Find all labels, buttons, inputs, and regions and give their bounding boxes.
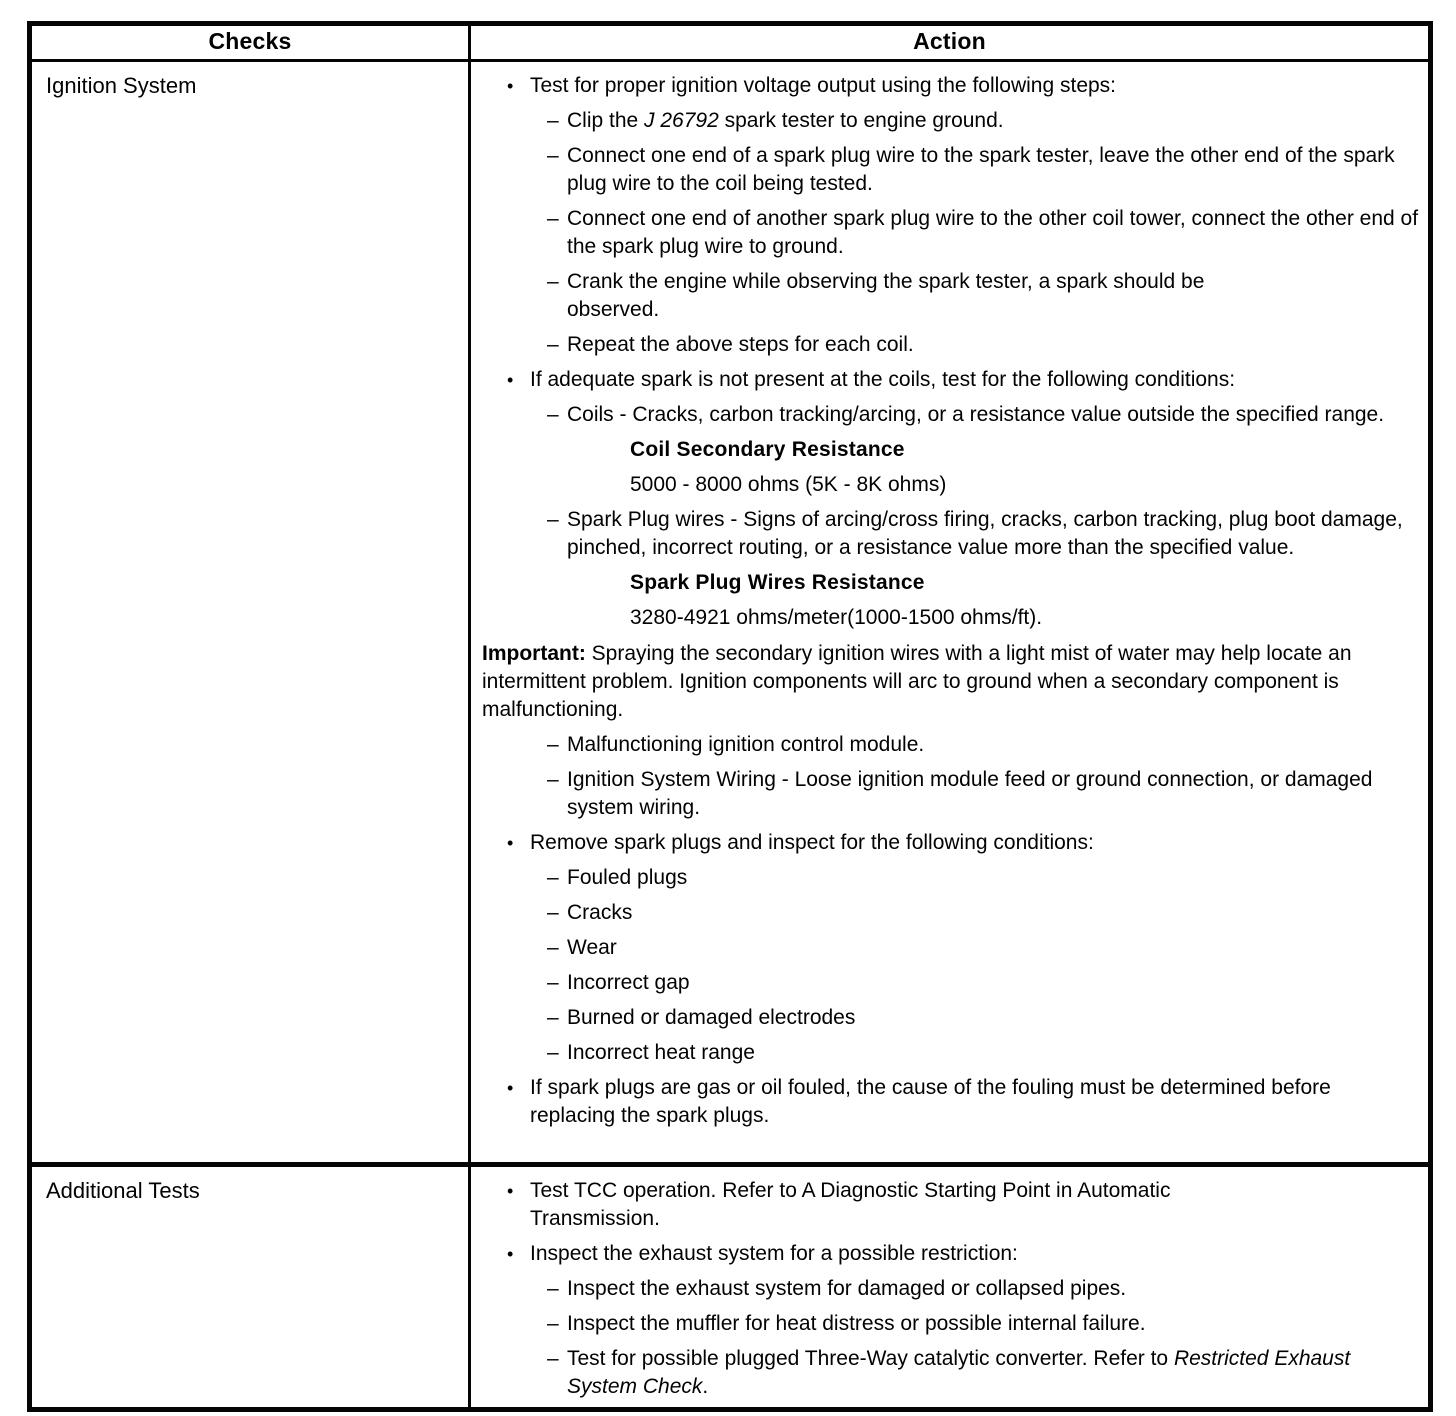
check-cell: [30, 1165, 470, 1410]
action-item-dash: [481, 731, 1420, 759]
action-item-dash: [481, 766, 1420, 822]
action-item-dash: [481, 205, 1420, 261]
action-item-spec-value: [481, 604, 1420, 632]
action-item-dash: [481, 899, 1420, 927]
check-label: Ignition System: [46, 73, 197, 98]
item-text: 5000 - 8000 ohms (5K - 8K ohms): [630, 473, 947, 496]
item-text: If adequate spark is not present at the coils, test for the following conditions:: [530, 368, 1236, 391]
action-item-bullet: [481, 829, 1420, 857]
action-item-dash: [481, 1310, 1420, 1338]
dash-marker: –: [547, 109, 559, 132]
item-text: Cracks: [567, 901, 633, 924]
action-item-dash: [481, 1275, 1420, 1303]
action-item-dash: [481, 268, 1420, 324]
item-text: Incorrect gap: [567, 971, 690, 994]
item-text: Coil Secondary Resistance: [630, 438, 905, 461]
action-item-dash: [481, 1004, 1420, 1032]
bullet-marker: •: [507, 1078, 514, 1098]
action-cell: [470, 61, 1431, 1165]
item-text: Crank the engine while observing the spark tester, a spark should be observed.: [567, 270, 1205, 321]
dash-marker: –: [547, 971, 559, 994]
action-item-dash: [481, 1039, 1420, 1067]
action-item-bullet: [481, 1177, 1420, 1233]
item-text: Clip the J 26792 spark tester to engine ground.: [567, 109, 1004, 132]
item-text: Spark Plug Wires Resistance: [630, 571, 925, 594]
item-text: Burned or damaged electrodes: [567, 1006, 856, 1029]
dash-marker: –: [547, 1347, 559, 1370]
action-item-spec-value: [481, 471, 1420, 499]
check-cell: [30, 61, 470, 1165]
item-text: If spark plugs are gas or oil fouled, the cause of the fouling must be determined before replacing the spark plugs.: [530, 1076, 1331, 1127]
check-label: Additional Tests: [46, 1178, 200, 1203]
item-text: Malfunctioning ignition control module.: [567, 733, 925, 756]
dash-marker: –: [547, 207, 559, 230]
bullet-marker: •: [507, 370, 514, 390]
item-text: Remove spark plugs and inspect for the following conditions:: [530, 831, 1094, 854]
dash-marker: –: [547, 270, 559, 293]
bullet-marker: •: [507, 1244, 514, 1264]
dash-marker: –: [547, 768, 559, 791]
action-item-dash: [481, 107, 1420, 135]
item-text: Test for possible plugged Three-Way catalytic converter. Refer to Restricted Exhaust System Check.: [567, 1347, 1351, 1398]
action-item-dash: [481, 331, 1420, 359]
action-item-note: [481, 640, 1420, 724]
item-text: Inspect the exhaust system for a possible restriction:: [530, 1242, 1018, 1265]
column-header-action: Action: [470, 24, 1431, 61]
action-item-dash: [481, 934, 1420, 962]
action-item-spec-title: [481, 569, 1420, 597]
bullet-marker: •: [507, 1181, 514, 1201]
dash-marker: –: [547, 508, 559, 531]
dash-marker: –: [547, 144, 559, 167]
action-item-dash: [481, 969, 1420, 997]
bullet-marker: •: [507, 833, 514, 853]
dash-marker: –: [547, 733, 559, 756]
dash-marker: –: [547, 333, 559, 356]
bullet-marker: •: [507, 76, 514, 96]
column-header-checks: Checks: [30, 24, 470, 61]
action-item-dash: [481, 142, 1420, 198]
action-item-spec-title: [481, 436, 1420, 464]
item-text: Spark Plug wires - Signs of arcing/cross firing, cracks, carbon tracking, plug boot damage, pinched, incorrect routing, or a resistance value more than the specified value.: [567, 508, 1403, 559]
action-item-dash: [481, 1345, 1420, 1401]
item-text: 3280-4921 ohms/meter(1000-1500 ohms/ft).: [630, 606, 1043, 629]
action-item-bullet: [481, 1240, 1420, 1268]
dash-marker: –: [547, 403, 559, 426]
table-row: [30, 1165, 1431, 1410]
dash-marker: –: [547, 901, 559, 924]
item-text: Inspect the exhaust system for damaged or collapsed pipes.: [567, 1277, 1127, 1300]
action-cell: [470, 1165, 1431, 1410]
dash-marker: –: [547, 1277, 559, 1300]
item-text: Connect one end of a spark plug wire to the spark tester, leave the other end of the spark plug wire to the coil being tested.: [567, 144, 1395, 195]
dash-marker: –: [547, 1312, 559, 1335]
header-row: [30, 24, 1431, 61]
dash-marker: –: [547, 1041, 559, 1064]
item-text: Repeat the above steps for each coil.: [567, 333, 914, 356]
item-text: Connect one end of another spark plug wire to the other coil tower, connect the other end of the spark plug wire to ground.: [567, 207, 1419, 258]
item-text: Important: Spraying the secondary ignition wires with a light mist of water may help locate an intermittent problem. Ignition components will arc to ground when a secondary component is malfunctioning.: [482, 642, 1352, 721]
dash-marker: –: [547, 936, 559, 959]
action-item-dash: [481, 401, 1420, 429]
item-text: Coils - Cracks, carbon tracking/arcing, or a resistance value outside the specified range.: [567, 403, 1385, 426]
dash-marker: –: [547, 1006, 559, 1029]
item-text: Test TCC operation. Refer to A Diagnostic Starting Point in Automatic Transmission.: [530, 1179, 1171, 1230]
action-item-bullet: [481, 72, 1420, 100]
item-text: Test for proper ignition voltage output using the following steps:: [530, 74, 1117, 97]
dash-marker: –: [547, 866, 559, 889]
item-text: Inspect the muffler for heat distress or possible internal failure.: [567, 1312, 1146, 1335]
item-text: Incorrect heat range: [567, 1041, 755, 1064]
action-item-dash: [481, 864, 1420, 892]
item-text: Wear: [567, 936, 617, 959]
table-row: [30, 61, 1431, 1165]
item-text: Fouled plugs: [567, 866, 688, 889]
action-item-dash: [481, 506, 1420, 562]
action-item-bullet: [481, 366, 1420, 394]
action-item-bullet: [481, 1074, 1420, 1130]
diagnostic-table: [27, 21, 1433, 1412]
item-text: Ignition System Wiring - Loose ignition module feed or ground connection, or damaged system wiring.: [567, 768, 1373, 819]
